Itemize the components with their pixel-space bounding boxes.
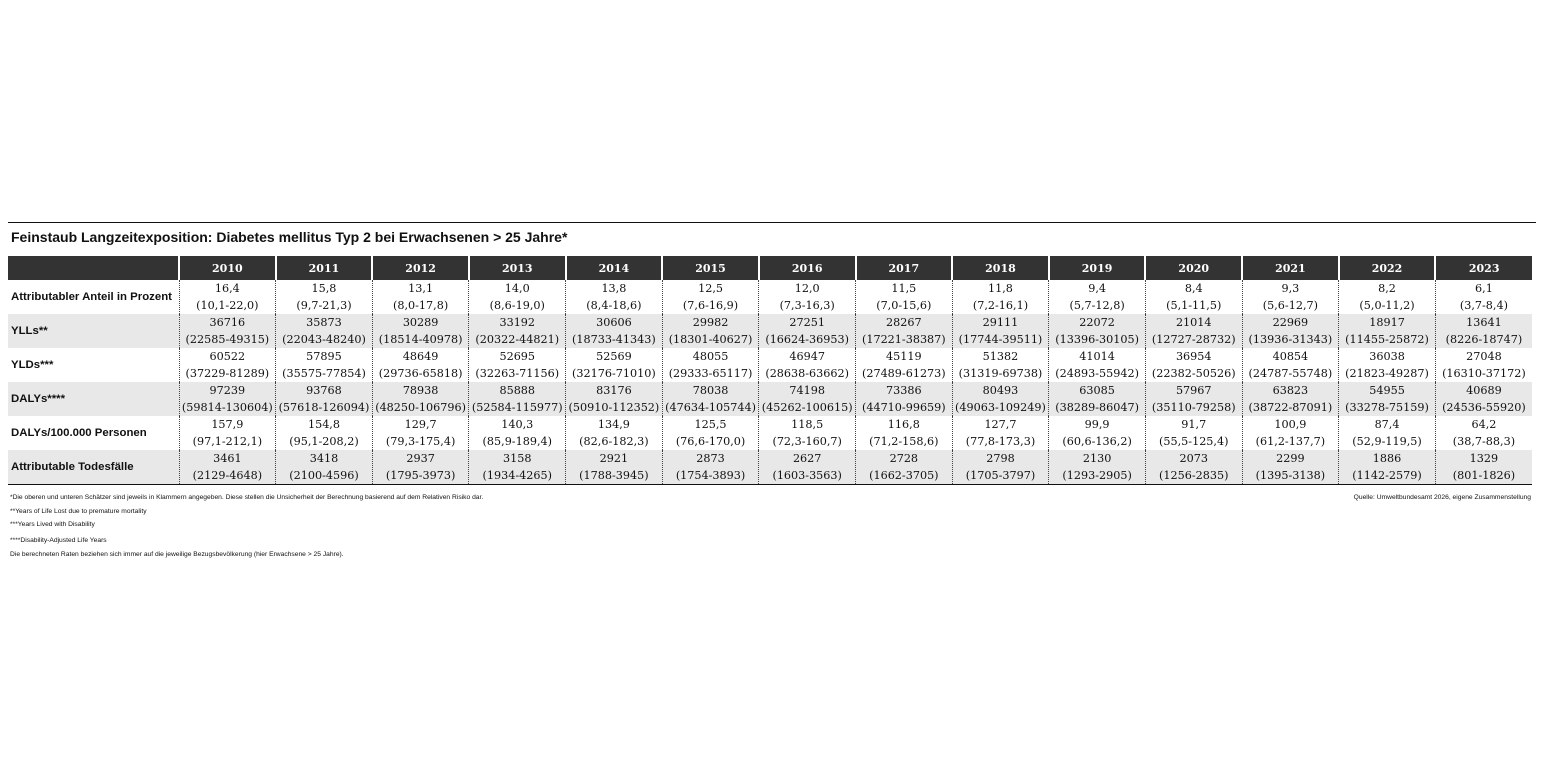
data-cell [566,416,663,450]
data-cell [179,450,276,485]
data-cell [469,382,566,416]
cell-value: 3158 [503,452,532,465]
cell-range: (38722-87091) [1248,401,1333,414]
cell-value: 127,7 [984,418,1017,431]
cell-value: 54955 [1369,384,1405,397]
year-header: 2019 [1049,256,1146,280]
data-cell [1049,416,1146,450]
cell-range: (77,8-173,3) [965,435,1036,448]
cell-value: 2627 [792,452,822,465]
data-cell [1049,280,1146,314]
cell-value: 129,7 [404,418,437,431]
cell-value: 63823 [1272,384,1309,397]
data-cell [759,348,856,382]
cell-range: (29736-65818) [378,367,463,380]
cell-range: (95,1-208,2) [289,435,359,448]
cell-value: 46947 [789,350,825,363]
year-header: 2021 [1242,256,1339,280]
cell-range: (22585-49315) [185,333,270,346]
data-cell [179,416,276,450]
data-cell [1145,314,1242,348]
cell-range: (1603-3563) [772,469,842,482]
cell-value: 16,4 [214,282,240,295]
data-cell [276,416,373,450]
row-label: DALYs**** [8,382,179,416]
data-cell [1435,382,1532,416]
data-cell [662,314,759,348]
data-cell [662,348,759,382]
cell-range: (18514-40978) [378,333,463,346]
cell-value: 36038 [1369,350,1405,363]
footnote: *Die oberen und unteren Schätzer sind jeweils in Klammern angegeben. Diese stellen die Unsicherheit der Berechnung basierend auf dem Relativen Risiko dar. [10,494,484,501]
cell-range: (24536-55920) [1442,401,1526,414]
data-cell [1145,416,1242,450]
cell-range: (27489-61273) [861,367,946,380]
row-label: Attributabler Anteil in Prozent [11,291,172,303]
data-cell [469,348,566,382]
data-cell [856,450,953,485]
cell-value: 64,2 [1471,418,1497,431]
row-label: Attributable Todesfälle [8,450,179,485]
cell-range: (76,6-170,0) [675,435,746,448]
cell-value: 2921 [599,452,629,465]
cell-range: (50910-112352) [568,401,660,414]
data-cell [1339,382,1436,416]
cell-value: 35873 [306,316,342,329]
cell-range: (79,3-175,4) [385,435,456,448]
cell-range: (32176-71010) [572,367,656,380]
row-label: DALYs/100.000 Personen [11,427,147,439]
cell-value: 48055 [692,350,729,363]
source-note: Quelle: Umweltbundesamt 2026, eigene Zusammenstellung [1353,494,1531,501]
cell-range: (7,0-15,6) [876,299,932,312]
cell-range: (1705-3797) [965,469,1036,482]
cell-value: 2798 [986,452,1015,465]
cell-value: 29111 [982,316,1019,329]
data-cell [469,280,566,314]
cell-range: (7,3-16,3) [779,299,835,312]
data-cell [1049,382,1146,416]
cell-range: (57618-126094) [278,401,370,414]
cell-value: 15,8 [311,282,337,295]
data-cell [1049,450,1146,485]
cell-value: 27048 [1466,350,1502,363]
data-cell [566,348,663,382]
data-cell [856,280,953,314]
data-cell [1242,450,1339,485]
cell-range: (16624-36953) [765,333,850,346]
cell-value: 8,2 [1378,282,1396,295]
cell-range: (3,7-8,4) [1459,299,1508,312]
cell-range: (13936-31343) [1248,333,1333,346]
row-label: YLLs** [8,314,179,348]
data-cell [1242,280,1339,314]
data-cell [469,416,566,450]
cell-value: 154,8 [307,418,340,431]
cell-value: 51382 [982,350,1019,363]
year-header: 2010 [179,256,276,280]
table-row [8,348,1532,382]
cell-range: (1662-3705) [869,469,939,482]
year-header: 2018 [952,256,1049,280]
data-cell [1242,348,1339,382]
cell-range: (20322-44821) [475,333,560,346]
cell-value: 116,8 [887,418,920,431]
cell-range: (85,9-189,4) [482,435,552,448]
data-cell [1145,450,1242,485]
cell-value: 83176 [596,384,632,397]
cell-value: 78938 [402,384,439,397]
data-table [8,256,1532,485]
cell-value: 9,3 [1281,282,1300,295]
year-header: 2022 [1339,256,1436,280]
data-cell [1339,416,1436,450]
cell-value: 21014 [1175,316,1212,329]
cell-range: (8,0-17,8) [393,299,449,312]
table-row [8,450,1532,485]
table-row [8,280,1532,314]
data-cell [759,314,856,348]
data-cell [1435,348,1532,382]
cell-range: (97,1-212,1) [192,435,263,448]
year-header: 2020 [1145,256,1242,280]
cell-value: 41014 [1079,350,1115,363]
data-cell [372,450,469,485]
cell-range: (38289-86047) [1055,401,1139,414]
cell-range: (29333-65117) [668,367,753,380]
table-row [8,416,1532,450]
data-cell [179,382,276,416]
cell-value: 27251 [789,316,825,329]
data-cell [952,382,1049,416]
cell-value: 52695 [499,350,536,363]
cell-range: (8,4-18,6) [586,299,642,312]
cell-value: 40689 [1466,384,1502,397]
cell-range: (82,6-182,3) [579,435,649,448]
cell-value: 91,7 [1181,418,1207,431]
cell-value: 40854 [1272,350,1309,363]
year-header: 2011 [276,256,373,280]
cell-value: 11,5 [891,282,917,295]
data-cell [1049,314,1146,348]
cell-value: 157,9 [211,418,244,431]
cell-value: 13,8 [601,282,627,295]
cell-range: (32263-71156) [475,367,560,380]
cell-range: (49063-109249) [955,401,1046,414]
cell-range: (5,6-12,7) [1262,299,1318,312]
data-cell [276,450,373,485]
data-cell [372,280,469,314]
cell-value: 100,9 [1274,418,1307,431]
data-cell [179,280,276,314]
cell-value: 2728 [889,452,919,465]
cell-range: (9,7-21,3) [296,299,352,312]
cell-range: (1395-3138) [1255,469,1326,482]
data-cell [372,416,469,450]
cell-value: 33192 [499,316,536,329]
cell-range: (35575-77854) [282,367,366,380]
table-title: Feinstaub Langzeitexposition: Diabetes mellitus Typ 2 bei Erwachsenen > 25 Jahre* [11,229,568,245]
data-cell [952,280,1049,314]
row-label: YLDs*** [11,359,54,371]
cell-value: 87,4 [1374,418,1400,431]
cell-range: (18733-41343) [572,333,656,346]
data-cell [372,382,469,416]
header-label-cell [8,256,179,280]
cell-range: (1256-2835) [1159,469,1229,482]
cell-value: 48649 [402,350,439,363]
cell-value: 14,0 [504,282,530,295]
cell-range: (33278-75159) [1345,401,1429,414]
cell-range: (7,2-16,1) [972,299,1029,312]
cell-value: 99,9 [1084,418,1110,431]
cell-value: 11,8 [988,282,1013,295]
cell-range: (1293-2905) [1062,469,1132,482]
data-cell [1435,416,1532,450]
footnote: Die berechneten Raten beziehen sich immer auf die jeweilige Bezugsbevölkerung (hier Erwachsene > 25 Jahre). [10,550,344,558]
cell-value: 8,4 [1184,282,1203,295]
cell-range: (17221-38387) [861,333,946,346]
cell-range: (52,9-119,5) [1352,435,1422,448]
cell-value: 28267 [886,316,922,329]
data-cell [469,450,566,485]
table-row [8,314,1532,348]
data-cell [952,450,1049,485]
data-cell [759,280,856,314]
cell-value: 2130 [1082,452,1112,465]
data-cell [1145,280,1242,314]
cell-value: 52569 [596,350,632,363]
cell-range: (22382-50526) [1151,367,1236,380]
cell-value: 60522 [209,350,246,363]
cell-value: 2873 [696,452,725,465]
data-cell [856,348,953,382]
cell-value: 125,5 [694,418,727,431]
cell-range: (5,1-11,5) [1166,299,1222,312]
data-cell [759,416,856,450]
data-cell [856,382,953,416]
data-cell [952,348,1049,382]
data-cell [1339,348,1436,382]
cell-range: (72,3-160,7) [772,435,842,448]
year-header: 2017 [856,256,953,280]
cell-range: (2129-4648) [192,469,263,482]
data-cell [662,382,759,416]
footnote: ****Disability-Adjusted Life Years [10,537,107,544]
cell-range: (1142-2579) [1352,469,1422,482]
cell-range: (60,6-136,2) [1062,435,1132,448]
data-cell [1339,450,1436,485]
year-header: 2023 [1435,256,1532,280]
cell-range: (21823-49287) [1345,367,1429,380]
cell-range: (71,2-158,6) [869,435,939,448]
cell-range: (52584-115977) [471,401,563,414]
cell-value: 13,1 [408,282,434,295]
data-cell [566,450,663,485]
header-row [8,256,1532,280]
cell-value: 118,5 [791,418,824,431]
cell-range: (61,2-137,7) [1255,435,1326,448]
data-cell [1145,348,1242,382]
data-cell [179,348,276,382]
cell-range: (28638-63662) [765,367,850,380]
data-cell [856,416,953,450]
data-cell [276,348,373,382]
cell-value: 74198 [789,384,825,397]
cell-range: (1788-3945) [579,469,649,482]
footnote: ***Years Lived with Disability [10,521,95,528]
cell-value: 63085 [1079,384,1115,397]
cell-range: (55,5-125,4) [1159,435,1229,448]
top-rule [8,222,1536,223]
footnotes [10,494,483,564]
cell-range: (31319-69738) [958,367,1043,380]
cell-range: (8,6-19,0) [489,299,545,312]
cell-value: 22969 [1272,316,1309,329]
cell-value: 134,9 [597,418,630,431]
cell-range: (1754-3893) [675,469,746,482]
data-cell [952,416,1049,450]
cell-range: (8226-18747) [1445,333,1523,346]
data-cell [1242,416,1339,450]
data-cell [276,314,373,348]
cell-range: (18301-40627) [668,333,753,346]
cell-range: (12727-28732) [1151,333,1236,346]
data-cell [662,416,759,450]
cell-range: (24787-55748) [1248,367,1333,380]
cell-value: 2937 [406,452,435,465]
cell-range: (38,7-88,3) [1452,435,1516,448]
cell-range: (48250-106796) [375,401,467,414]
cell-range: (7,6-16,9) [682,299,739,312]
data-cell [662,450,759,485]
cell-range: (35110-79258) [1151,401,1236,414]
cell-value: 12,5 [698,282,723,295]
data-cell [276,280,373,314]
cell-value: 97239 [209,384,246,397]
year-header: 2015 [662,256,759,280]
data-cell [1145,382,1242,416]
data-cell [952,314,1049,348]
year-header: 2016 [759,256,856,280]
cell-value: 73386 [886,384,922,397]
cell-range: (1934-4265) [482,469,552,482]
cell-range: (16310-37172) [1442,367,1526,380]
cell-value: 57895 [306,350,342,363]
cell-range: (17744-39511) [958,333,1043,346]
year-header: 2013 [469,256,566,280]
cell-value: 13641 [1466,316,1502,329]
data-cell [1049,348,1146,382]
cell-range: (22043-48240) [282,333,366,346]
cell-range: (13396-30105) [1055,333,1139,346]
data-cell [1339,314,1436,348]
data-cell [566,382,663,416]
cell-range: (45262-100615) [761,401,853,414]
data-cell [179,314,276,348]
cell-range: (24893-55942) [1055,367,1139,380]
cell-value: 29982 [692,316,729,329]
data-cell [1435,314,1532,348]
cell-range: (44710-99659) [861,401,946,414]
year-header: 2014 [566,256,663,280]
data-cell [759,450,856,485]
cell-value: 80493 [982,384,1019,397]
cell-value: 30606 [596,316,632,329]
cell-range: (801-1826) [1452,469,1516,482]
cell-range: (5,7-12,8) [1069,299,1125,312]
cell-range: (1795-3973) [385,469,456,482]
cell-range: (47634-105744) [665,401,756,414]
data-cell [372,314,469,348]
cell-value: 1886 [1372,452,1402,465]
cell-value: 78038 [692,384,729,397]
cell-value: 6,1 [1475,282,1493,295]
data-cell [1435,280,1532,314]
cell-value: 1329 [1469,452,1499,465]
cell-value: 85888 [499,384,536,397]
cell-range: (11455-25872) [1345,333,1429,346]
data-cell [1339,280,1436,314]
cell-value: 22072 [1079,316,1115,329]
cell-value: 3461 [213,452,242,465]
cell-range: (2100-4596) [289,469,359,482]
data-cell [372,348,469,382]
cell-value: 36954 [1175,350,1212,363]
cell-range: (5,0-11,2) [1359,299,1415,312]
data-cell [469,314,566,348]
cell-value: 140,3 [501,418,534,431]
table-row [8,382,1532,416]
data-cell [1242,314,1339,348]
cell-range: (59814-130604) [181,401,273,414]
footnote: **Years of Life Lost due to premature mortality [10,507,147,515]
data-cell [1435,450,1532,485]
cell-value: 9,4 [1088,282,1106,295]
data-cell [662,280,759,314]
data-cell [566,280,663,314]
cell-value: 18917 [1369,316,1405,329]
data-cell [856,314,953,348]
cell-value: 93768 [306,384,342,397]
cell-value: 45119 [886,350,922,363]
year-header: 2012 [372,256,469,280]
cell-value: 36716 [209,316,246,329]
cell-value: 12,0 [794,282,820,295]
data-cell [566,314,663,348]
cell-value: 2299 [1276,452,1305,465]
data-cell [759,382,856,416]
cell-value: 30289 [402,316,439,329]
cell-value: 57967 [1175,384,1212,397]
cell-value: 2073 [1179,452,1208,465]
data-cell [276,382,373,416]
data-cell [1242,382,1339,416]
cell-range: (37229-81289) [185,367,270,380]
cell-value: 3418 [309,452,339,465]
cell-range: (10,1-22,0) [196,299,259,312]
